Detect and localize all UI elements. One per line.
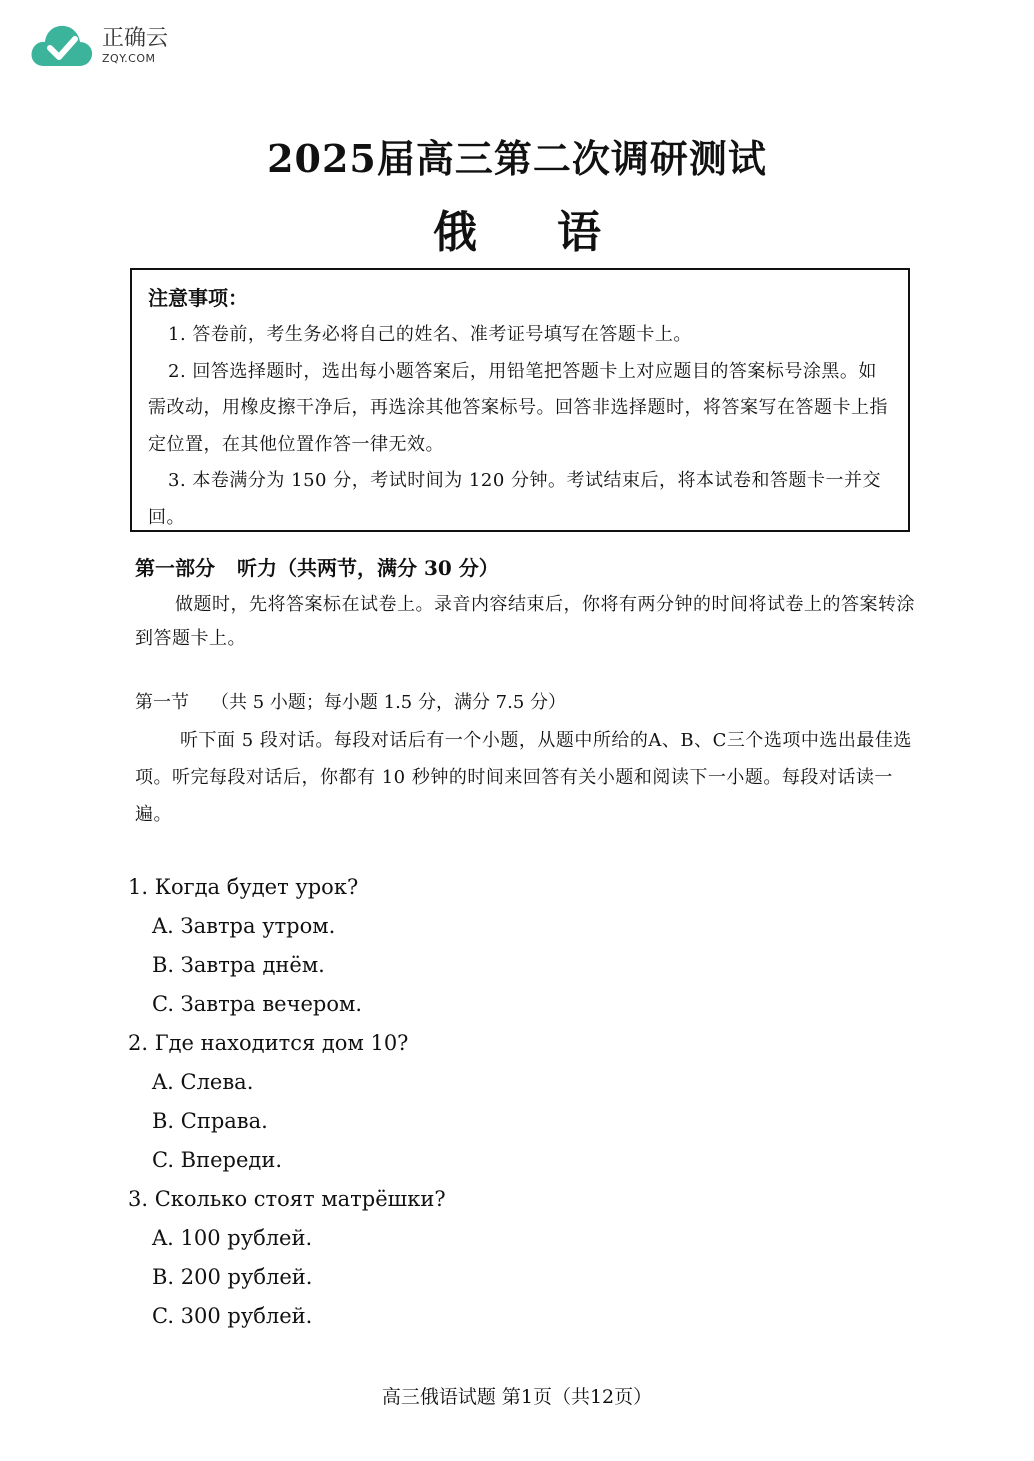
part-title	[135, 552, 915, 581]
answer-option: A. Завтра утром.	[152, 914, 336, 938]
part-heading: 听力（共两节，满分 30 分）	[237, 556, 499, 580]
section-instruction: 听下面 5 段对话。每段对话后有一个小题，从题中所给的A、B、C三个选项中选出最佳选项。听完每段对话后，你都有 10 秒钟的时间来回答有关小题和阅读下一小题。每段对话读一遍。	[135, 730, 912, 825]
section-title	[135, 688, 915, 714]
part-instruction: 做题时，先将答案标在试卷上。录音内容结束后，你将有两分钟的时间将试卷上的答案转涂到答题卡上。	[135, 594, 915, 649]
answer-option: A. Слева.	[152, 1070, 254, 1094]
answer-option: C. 300 рублей.	[152, 1304, 313, 1328]
page-footer: 高三俄语试题 第1页（共12页）	[381, 1386, 653, 1408]
answer-option: C. Завтра вечером.	[152, 992, 363, 1016]
question-list	[128, 868, 888, 1336]
answer-option: C. Впереди.	[152, 1148, 282, 1172]
answer-option: B. Справа.	[152, 1109, 268, 1133]
notice-box	[130, 268, 910, 532]
logo-url: ZQY.COM	[102, 52, 156, 65]
notice-heading: 注意事项：	[148, 286, 248, 310]
question-text: 1. Когда будет урок?	[128, 875, 359, 899]
zqy-logo	[30, 22, 168, 70]
answer-option: A. 100 рублей.	[152, 1226, 313, 1250]
question-text: 2. Где находится дом 10?	[128, 1031, 409, 1055]
section-heading: （共 5 小题；每小题 1.5 分，满分 7.5 分）	[211, 692, 567, 713]
exam-subject: 俄语	[433, 207, 681, 258]
notice-item: 1. 答卷前，考生务必将自己的姓名、准考证号填写在答题卡上。	[168, 324, 692, 345]
section-label: 第一节	[135, 692, 189, 713]
exam-title: 2025届高三第二次调研测试	[267, 136, 767, 181]
answer-option: B. 200 рублей.	[152, 1265, 313, 1289]
notice-item: 2. 回答选择题时，选出每小题答案后，用铅笔把答题卡上对应题目的答案标号涂黑。如需改动，用橡皮擦干净后，再选涂其他答案标号。回答非选择题时，将答案写在答题卡上指定位置，在其他位置作答一律无效。	[148, 360, 888, 455]
part-label: 第一部分	[135, 556, 215, 580]
notice-item: 3. 本卷满分为 150 分，考试时间为 120 分钟。考试结束后，将本试卷和答题卡一并交回。	[148, 470, 881, 528]
question-text: 3. Сколько стоят матрёшки?	[128, 1187, 446, 1211]
cloud-check-icon	[30, 22, 94, 70]
answer-option: B. Завтра днём.	[152, 953, 325, 977]
logo-name: 正确云	[102, 26, 169, 51]
